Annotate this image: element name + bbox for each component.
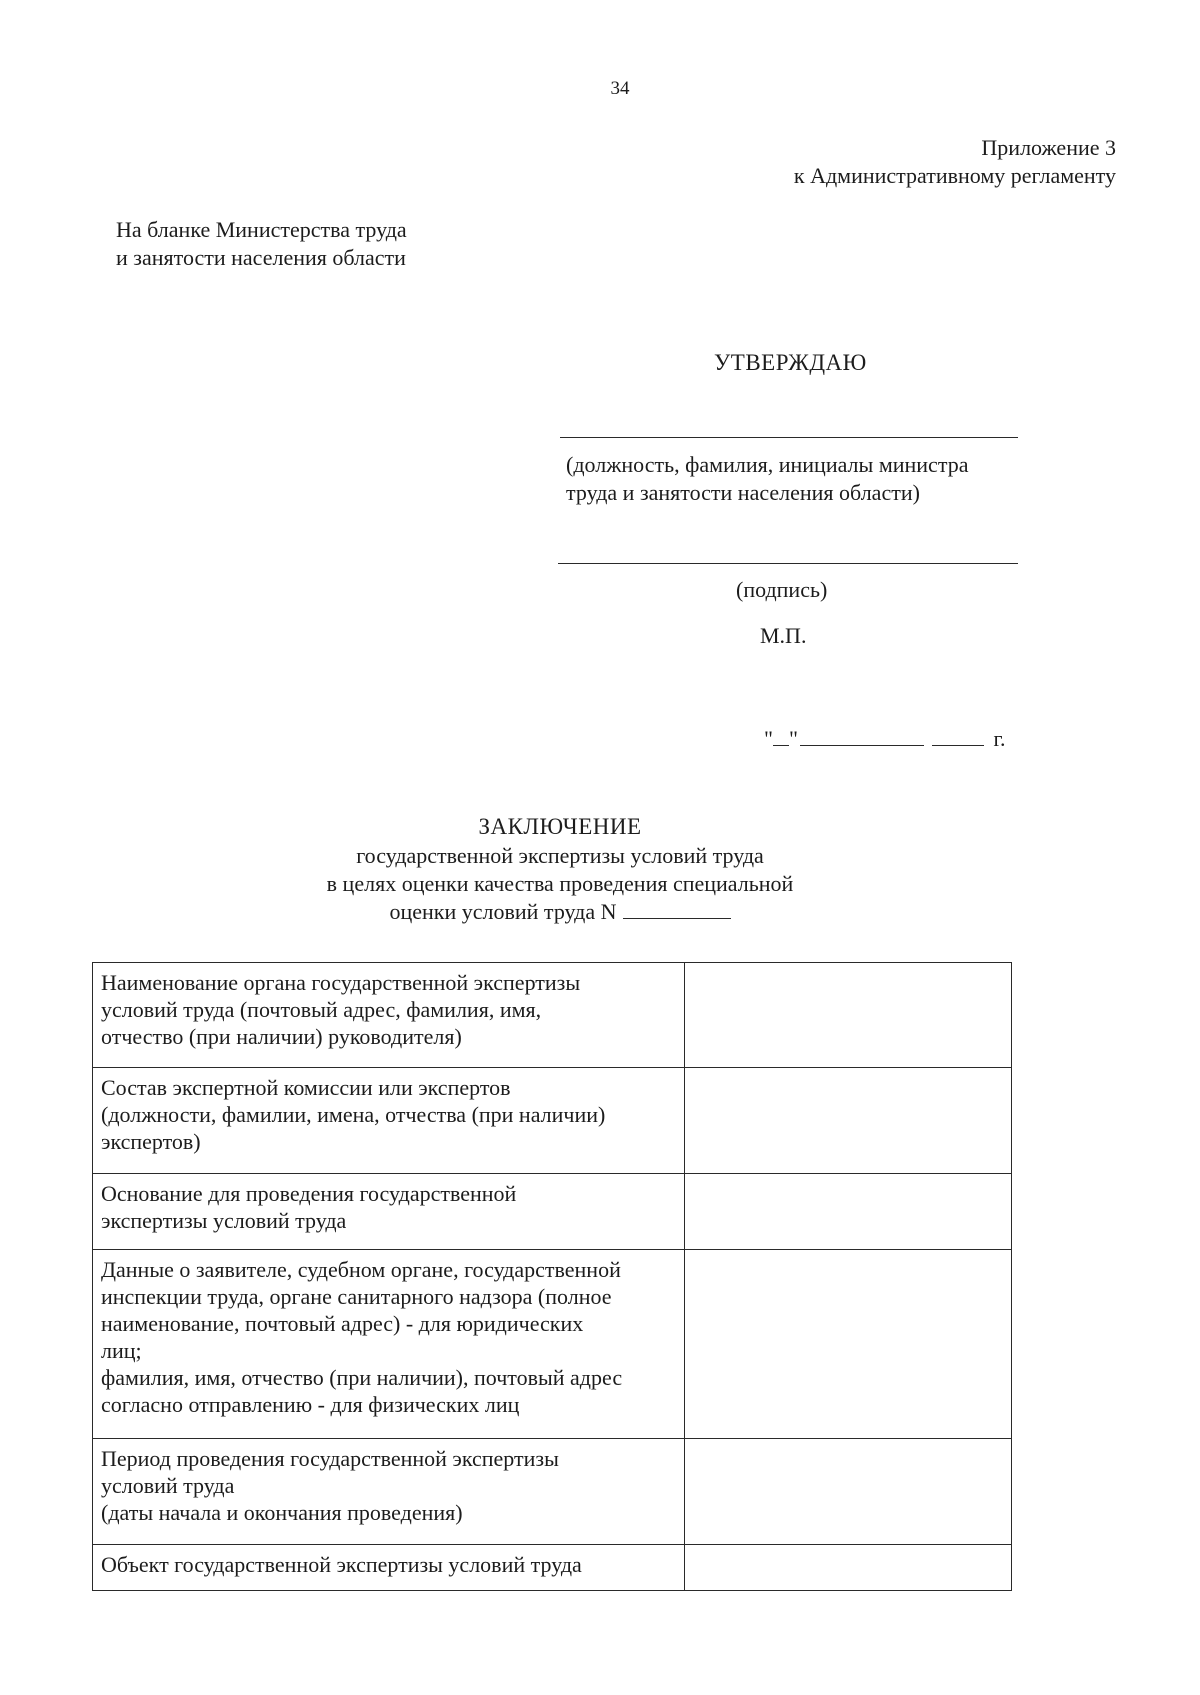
table-row-value-field[interactable] — [685, 1439, 1012, 1545]
table-row-value-field[interactable] — [685, 1250, 1012, 1439]
position-note — [566, 451, 1036, 507]
appendix-line-1: Приложение 3 — [981, 135, 1116, 160]
table-row — [93, 963, 1012, 1068]
date-line — [764, 725, 1006, 752]
table-label-line: (даты начала и окончания проведения) — [101, 1500, 463, 1525]
approval-title: УТВЕРЖДАЮ — [714, 350, 867, 375]
table-label-line: экспертизы условий труда — [101, 1208, 347, 1233]
letterhead-note — [116, 216, 407, 272]
appendix-reference — [794, 134, 1116, 190]
position-fill-line — [560, 437, 1018, 438]
table-label-line: экспертов) — [101, 1129, 201, 1154]
conclusion-heading — [0, 812, 1120, 926]
table-label-line: инспекции труда, органе санитарного надзора (полное — [101, 1284, 612, 1309]
table-label-line: Наименование органа государственной экспертизы — [101, 970, 581, 995]
appendix-line-2: к Административному регламенту — [793, 163, 1116, 188]
conclusion-subtitle-1: государственной экспертизы условий труда — [356, 843, 764, 868]
table-row-label — [93, 1068, 685, 1174]
table-label-line: условий труда (почтовый адрес, фамилия, имя, — [101, 997, 542, 1022]
letterhead-line-2: и занятости населения области — [116, 245, 406, 270]
table-label-line: наименование, почтовый адрес) - для юридических — [101, 1311, 584, 1336]
table-label-line: Состав экспертной комиссии или экспертов — [101, 1075, 511, 1100]
table-label-line: Основание для проведения государственной — [101, 1181, 517, 1206]
table-row-label — [93, 1174, 685, 1250]
table-row-value-field[interactable] — [685, 1545, 1012, 1591]
table-label-line: согласно отправлению - для физических лиц — [101, 1392, 520, 1417]
conclusion-number-label: оценки условий труда N — [389, 899, 617, 924]
table-row-label — [93, 963, 685, 1068]
table-label-line: лиц; — [101, 1338, 142, 1363]
table-row-label — [93, 1250, 685, 1439]
date-close-quote: " — [788, 726, 798, 751]
conclusion-subtitle-2: в целях оценки качества проведения специальной — [326, 871, 794, 896]
table-row-value-field[interactable] — [685, 1068, 1012, 1174]
conclusion-subtitle-3 — [0, 898, 1120, 926]
table-row-label — [93, 1545, 685, 1591]
stamp-note: М.П. — [760, 623, 807, 648]
conclusion-number-blank — [623, 898, 731, 919]
table-row — [93, 1174, 1012, 1250]
date-year-suffix: г. — [993, 726, 1006, 751]
table-row — [93, 1545, 1012, 1591]
page-number: 34 — [610, 78, 630, 99]
date-open-quote: " — [764, 726, 773, 751]
letterhead-line-1: На бланке Министерства труда — [116, 217, 407, 242]
table-label-line: (должности, фамилии, имена, отчества (при наличии) — [101, 1102, 606, 1127]
date-month-blank — [800, 725, 924, 746]
table-label-line: Данные о заявителе, судебном органе, государственной — [101, 1257, 621, 1282]
table-row-value-field[interactable] — [685, 1174, 1012, 1250]
table-label-line: условий труда — [101, 1473, 235, 1498]
table-row-label — [93, 1439, 685, 1545]
conclusion-title: ЗАКЛЮЧЕНИЕ — [478, 814, 642, 839]
table-row — [93, 1068, 1012, 1174]
position-note-line-1: (должность, фамилия, инициалы министра — [566, 452, 969, 477]
date-day-blank — [773, 725, 789, 746]
position-note-line-2: труда и занятости населения области) — [566, 480, 920, 505]
table-label-line: фамилия, имя, отчество (при наличии), почтовый адрес — [101, 1365, 623, 1390]
signature-fill-line — [558, 563, 1018, 564]
table-label-line: Период проведения государственной экспертизы — [101, 1446, 559, 1471]
table-row — [93, 1439, 1012, 1545]
table-label-line: Объект государственной экспертизы условий труда — [101, 1552, 582, 1577]
table-label-line: отчество (при наличии) руководителя) — [101, 1024, 462, 1049]
table-row-value-field[interactable] — [685, 963, 1012, 1068]
date-year-blank — [932, 725, 984, 746]
table-row — [93, 1250, 1012, 1439]
conclusion-form-table — [92, 962, 1012, 1591]
signature-note: (подпись) — [736, 577, 828, 602]
